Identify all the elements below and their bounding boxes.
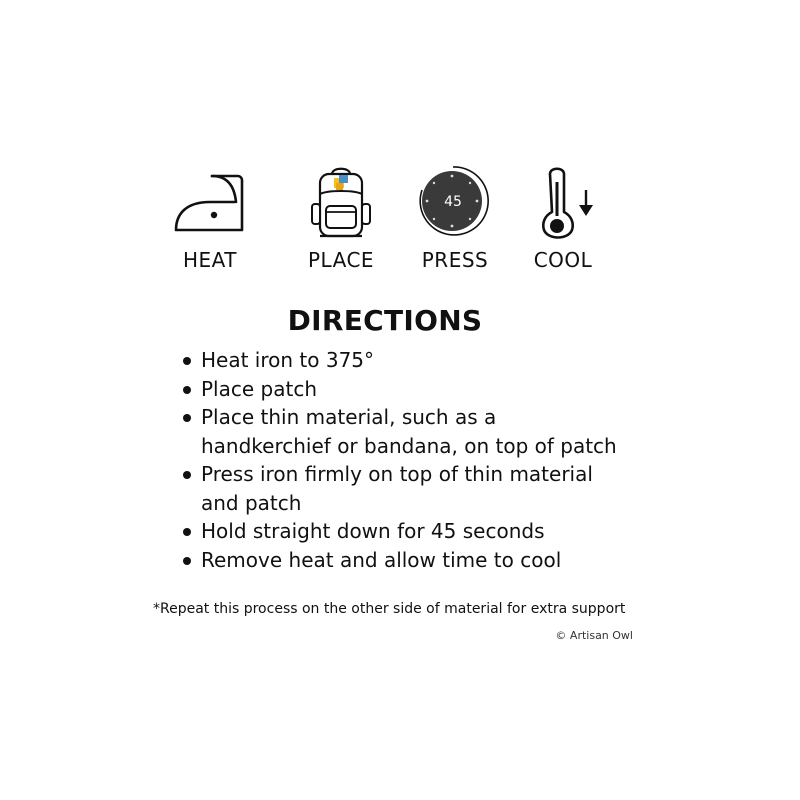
step-label-press: PRESS	[421, 248, 489, 272]
list-item: Press iron firmly on top of thin material and patch	[178, 460, 628, 517]
list-item: Place patch	[178, 375, 628, 404]
iron-icon	[172, 172, 248, 236]
bullet-icon	[183, 414, 191, 422]
step-label-cool: COOL	[533, 248, 593, 272]
backpack-icon	[308, 164, 374, 240]
copyright: © Artisan Owl	[555, 629, 633, 642]
directions-title: DIRECTIONS	[287, 304, 483, 337]
directions-list	[178, 346, 628, 574]
list-item: Heat iron to 375°	[178, 346, 628, 375]
list-item: Remove heat and allow time to cool	[178, 546, 628, 575]
timer-value: 45	[444, 194, 462, 210]
thermometer-down-icon	[536, 164, 600, 242]
bullet-icon	[183, 528, 191, 536]
bullet-icon	[183, 471, 191, 479]
step-label-place: PLACE	[307, 248, 375, 272]
steps-row	[0, 0, 800, 280]
bullet-icon	[183, 386, 191, 394]
timer-icon	[416, 164, 490, 238]
bullet-icon	[183, 557, 191, 565]
repeat-note: *Repeat this process on the other side of material for extra support	[153, 601, 626, 617]
list-item: Place thin material, such as a handkerchief or bandana, on top of patch	[178, 403, 628, 460]
bullet-icon	[183, 357, 191, 365]
list-item: Hold straight down for 45 seconds	[178, 517, 628, 546]
step-label-heat: HEAT	[182, 248, 238, 272]
